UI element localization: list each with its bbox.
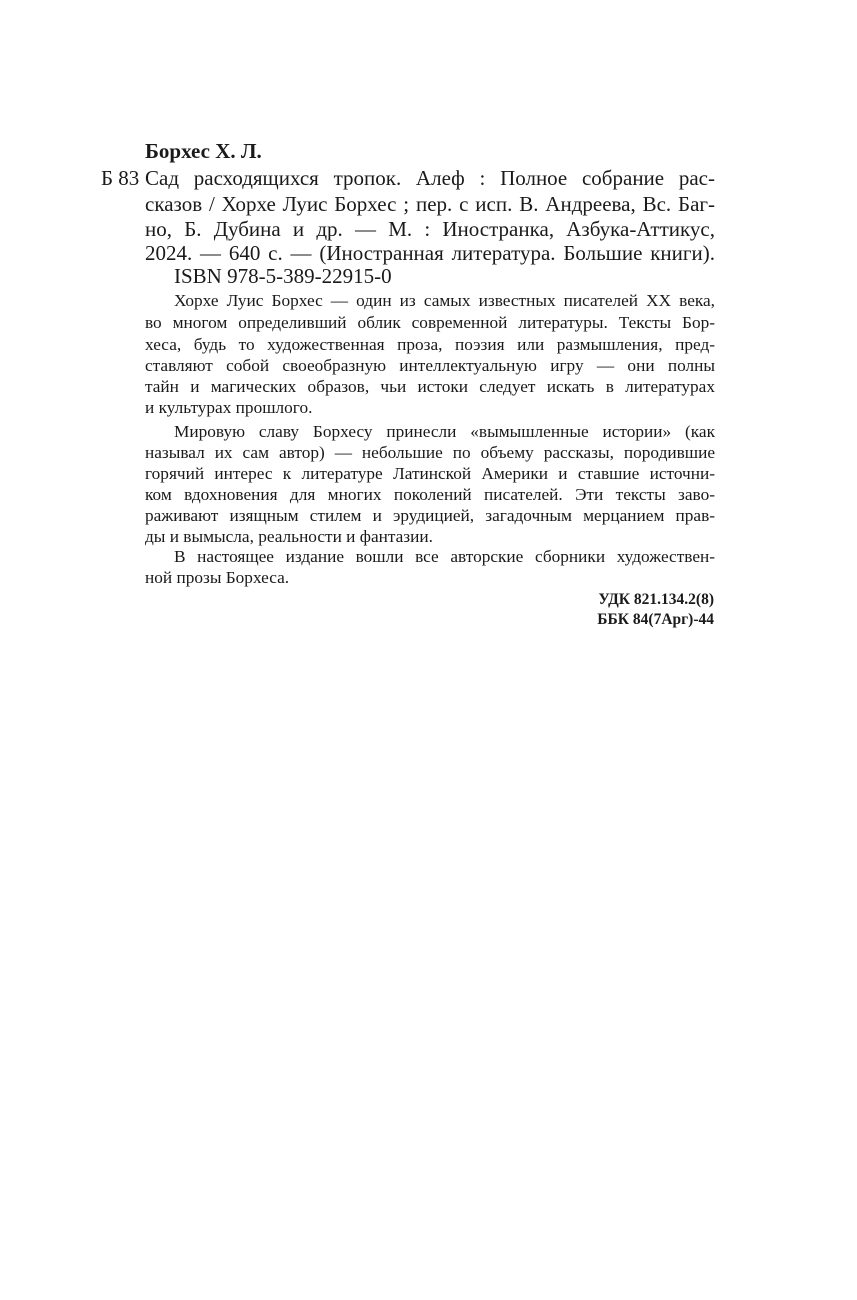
citation-line: Сад расходящихся тропок. Алеф : Полное собрание рас- — [145, 166, 715, 190]
annotation-line: называл их сам автор) — небольшие по объему рассказы, породившие — [145, 443, 715, 462]
author-heading: Борхес Х. Л. — [145, 139, 262, 163]
annotation-line: ной прозы Борхеса. — [145, 568, 290, 587]
udk-code: УДК 821.134.2(8) — [598, 591, 714, 608]
citation-line: сказов / Хорхе Луис Борхес ; пер. с исп. В. Андреева, Вс. Баг- — [145, 192, 715, 216]
author-mark-code: Б 83 — [101, 166, 140, 190]
citation-line: 2024. — 640 с. — (Иностранная литература. Большие книги). — [145, 241, 715, 265]
citation-line: но, Б. Дубина и др. — М. : Иностранка, Азбука-Аттикус, — [145, 217, 715, 241]
annotation-line: раживают изящным стилем и эрудицией, загадочным мерцанием прав- — [145, 506, 715, 525]
annotation-line: горячий интерес к литературе Латинской Америки и ставшие источни- — [145, 464, 715, 483]
annotation-line: Хорхе Луис Борхес — один из самых известных писателей XX века, — [174, 291, 715, 310]
annotation-line: и культурах прошлого. — [145, 398, 313, 417]
annotation-line: тайн и магических образов, чьи истоки следует искать в литературах — [145, 377, 715, 396]
annotation-line: ды и вымысла, реальности и фантазии. — [145, 527, 433, 546]
annotation-line: во многом определивший облик современной литературы. Тексты Бор- — [145, 313, 715, 332]
annotation-line: ком вдохновения для многих поколений писателей. Эти тексты заво- — [145, 485, 715, 504]
annotation-line: В настоящее издание вошли все авторские сборники художествен- — [174, 547, 715, 566]
isbn: ISBN 978-5-389-22915-0 — [174, 264, 392, 288]
annotation-line: ставляют собой своеобразную интеллектуальную игру — они полны — [145, 356, 715, 375]
bbk-code: ББК 84(7Арг)-44 — [597, 611, 714, 628]
annotation-line: хеса, будь то художественная проза, поэзия или размышления, пред- — [145, 335, 715, 354]
annotation-line: Мировую славу Борхесу принесли «вымышленные истории» (как — [174, 422, 715, 441]
